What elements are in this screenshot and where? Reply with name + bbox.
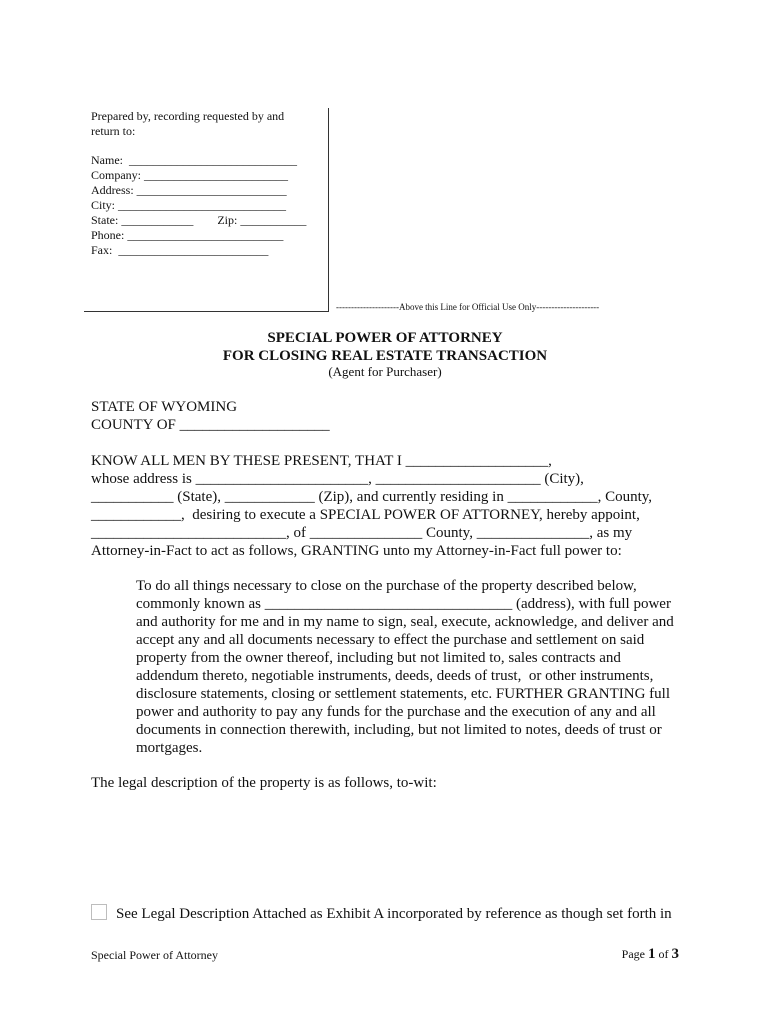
intro-line: ___________ (State), ____________ (Zip), and currently residing in ____________, County, [91, 489, 653, 505]
page-number: 1 [648, 946, 656, 962]
grant-line: commonly known as _________________________________ (address), with full power [136, 596, 671, 612]
footer-page-indicator [622, 945, 679, 963]
page-total: 3 [671, 946, 679, 962]
company-field[interactable]: Company: ________________________ [91, 168, 288, 182]
exhibit-a-checkbox[interactable] [91, 904, 107, 920]
phone-field[interactable]: Phone: __________________________ [91, 228, 284, 242]
city-field[interactable]: City: ____________________________ [91, 198, 287, 212]
header-box-bottom-rule [84, 311, 329, 312]
legal-description-label: The legal description of the property is as follows, to-wit: [91, 775, 437, 791]
official-use-line: ---------------------Above this Line for Official Use Only--------------------- [336, 302, 600, 312]
intro-line: KNOW ALL MEN BY THESE PRESENT, THAT I ___________________, [91, 453, 552, 469]
intro-line: whose address is _______________________, ______________________ (City), [91, 471, 584, 487]
page-label: Page [621, 947, 648, 961]
of-label: of [655, 947, 672, 961]
address-field[interactable]: Address: _________________________ [91, 183, 287, 197]
grant-line: power and authority to pay any funds for the purchase and the execution of any and all [136, 704, 656, 720]
state-of-line: STATE OF WYOMING [91, 399, 238, 415]
intro-line: __________________________, of _______________ County, _______________, as my [91, 525, 633, 541]
document-subtitle: (Agent for Purchaser) [328, 364, 442, 379]
header-box-divider [328, 108, 329, 312]
grant-line: addendum thereto, negotiable instruments, deeds, deeds of trust, or other instruments, [136, 668, 654, 684]
intro-line: Attorney-in-Fact to act as follows, GRANTING unto my Attorney-in-Fact full power to: [91, 543, 622, 559]
document-title-line-2: FOR CLOSING REAL ESTATE TRANSACTION [222, 348, 548, 364]
grant-line: disclosure statements, closing or settlement statements, etc. FURTHER GRANTING full [136, 686, 671, 702]
exhibit-a-option-label: See Legal Description Attached as Exhibit A incorporated by reference as though set forth in [116, 906, 672, 922]
grant-line: and authority for me and in my name to sign, seal, execute, acknowledge, and deliver and [136, 614, 674, 630]
return-to-label: return to: [91, 124, 136, 138]
intro-line: ____________, desiring to execute a SPECIAL POWER OF ATTORNEY, hereby appoint, [91, 507, 640, 523]
grant-line: To do all things necessary to close on the purchase of the property described below, [136, 578, 637, 594]
footer-document-name: Special Power of Attorney [91, 948, 218, 962]
state-zip-field[interactable]: State: ____________ Zip: ___________ [91, 213, 307, 227]
grant-line: mortgages. [136, 740, 203, 756]
grant-line: accept any and all documents necessary to effect the purchase and settlement on said [136, 632, 645, 648]
prepared-by-label: Prepared by, recording requested by and [91, 109, 285, 123]
county-of-field[interactable]: COUNTY OF ____________________ [91, 417, 330, 433]
grant-line: documents in connection therewith, including, but not limited to notes, deeds of trust or [136, 722, 662, 738]
grant-line: property from the owner thereof, including but not limited to, sales contracts and [136, 650, 621, 666]
document-title: SPECIAL POWER OF ATTORNEY [267, 330, 503, 346]
fax-field[interactable]: Fax: _________________________ [91, 243, 269, 257]
name-field[interactable]: Name: ____________________________ [91, 153, 297, 167]
